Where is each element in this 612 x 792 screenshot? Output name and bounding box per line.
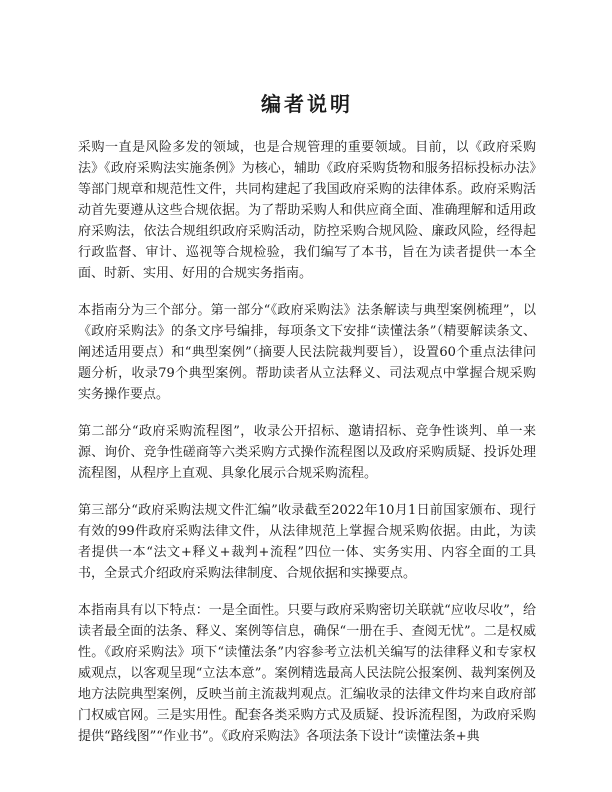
- paragraph-intro: 采购一直是风险多发的领域，也是合规管理的重要领域。目前，以《政府采购法》《政府采购法实施条例》为核心，辅助《政府采购货物和服务招标投标办法》等部门规章和规范性文件，共同构建起了我国政府采购的法律体系。政府采购活动首先要遵从这些合规依据。为了帮助采购人和供应商全面、准确理解和适用政府采购法，依法合规组织政府采购活动，防控采购合规风险、廉政风险，经得起行政监督、审计、巡视等合规检验，我们编写了本书，旨在为读者提供一本全面、时新、实用、好用的合规实务指南。: [78, 140, 536, 281]
- page-title: 编者说明: [261, 92, 353, 116]
- paragraph-part-two: 第二部分“政府采购流程图”，收录公开招标、邀请招标、竞争性谈判、单一来源、询价、竞争性磋商等六类采购方式操作流程图以及政府采购质疑、投诉处理流程图，从程序上直观、具象化展示合规采购流程。: [78, 424, 536, 481]
- paragraph-features: 本指南具有以下特点：一是全面性。只要与政府采购密切关联就“应收尽收”，给读者最全面的法条、释义、案例等信息，确保“一册在手、查阅无忧”。二是权威性。《政府采购法》项下“读懂法条”内容参考立法机关编写的法律释义和专家权威观点，以客观呈现“立法本意”。案例精选最高人民法院公报案例、裁判案例及地方法院典型案例，反映当前主流裁判观点。汇编收录的法律文件均来自政府部门权威官网。三是实用性。配套各类采购方式及质疑、投诉流程图，为政府采购提供“路线图”“作业书”。《政府采购法》各项法条下设计“读懂法条+典: [78, 603, 536, 744]
- document-page: [78, 88, 536, 763]
- paragraph-part-three: 第三部分“政府采购法规文件汇编”收录截至2022年10月1日前国家颁布、现行有效的99件政府采购法律文件，从法律规范上掌握合规采购依据。由此，为读者提供一本“法文+释义+裁判+流程”四位一体、实务实用、内容全面的工具书，全景式介绍政府采购法律制度、合规依据和实操要点。: [78, 503, 536, 581]
- paragraph-part-one: 本指南分为三个部分。第一部分“《政府采购法》法条解读与典型案例梳理”，以《政府采购法》的条文序号编排，每项条文下安排“读懂法条”（精要解读条文、阐述适用要点）和“典型案例”（摘要人民法院裁判要旨），设置60个重点法律问题分析，收录79个典型案例。帮助读者从立法释义、司法观点中掌握合规采购实务操作要点。: [78, 303, 536, 402]
